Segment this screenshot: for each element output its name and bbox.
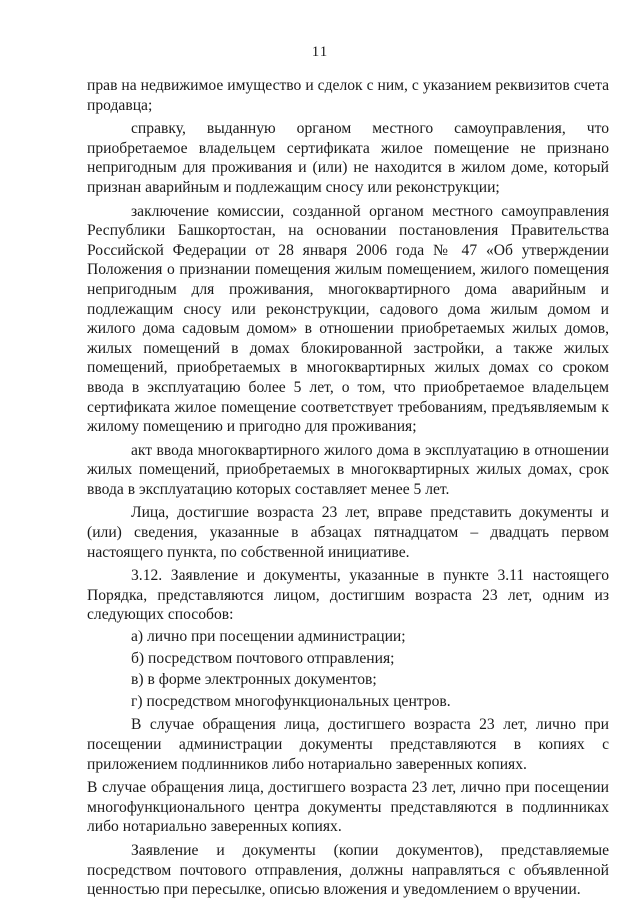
paragraph-4: акт ввода многоквартирного жилого дома в эксплуатацию в отношении жилых помещений, приобретаемых в многоквартирных жилых домах, срок ввода в эксплуатацию которых составляет менее 5 лет.: [87, 441, 609, 498]
page-number: 11: [311, 44, 329, 60]
paragraph-1: прав на недвижимое имущество и сделок с ним, с указанием реквизитов счета продавца;: [87, 77, 609, 114]
paragraph-2: справку, выданную органом местного самоуправления, что приобретаемое владельцем сертификата жилое помещение не признано непригодным для проживания и (или) не находится в жилом доме, который признан аварийным и подлежащим сносу или реконструкции;: [87, 120, 609, 196]
paragraph-6: 3.12. Заявление и документы, указанные в пункте 3.11 настоящего Порядка, представляются лицом, достигшим возраста 23 лет, одним из следующих способов:: [87, 567, 609, 624]
list-item-c: в) в форме электронных документов;: [131, 671, 377, 689]
paragraph-3: заключение комиссии, созданной органом местного самоуправления Республики Башкортостан, на основании постановления Правительства Российской Федерации от 28 января 2006 года № 47 «Об утверждении Положения о признании помещения жилым помещением, жилого помещения непригодным для проживания, многоквартирного дома аварийным и подлежащим сносу или реконструкции, садового дома жилым домом и жилого дома садовым домом» в отношении приобретаемых жилых домов, жилых помещений в домах блокированной застройки, а также жилых помещений, приобретаемых в многоквартирных жилых домах со сроком ввода в эксплуатацию более 5 лет, о том, что приобретаемое владельцем сертификата жилое помещение соответствует требованиям, предъявляемым к жилому помещению и пригодно для проживания;: [87, 202, 609, 436]
paragraph-8: В случае обращения лица, достигшего возраста 23 лет, лично при посещении многофункционального центра документы представляются в подлинниках либо нотариально заверенных копиях.: [87, 779, 609, 836]
paragraph-9: Заявление и документы (копии документов), представляемые посредством почтового отправления, должны направляться с объявленной ценностью при пересылке, описью вложения и уведомлением о вручении.: [87, 841, 609, 899]
list-item-a: а) лично при посещении администрации;: [131, 628, 406, 646]
paragraph-7: В случае обращения лица, достигшего возраста 23 лет, лично при посещении администрации документы представляются в копиях с приложением подлинников либо нотариально заверенных копиях.: [87, 716, 609, 773]
list-item-d: г) посредством многофункциональных центров.: [131, 692, 451, 710]
list-item-b: б) посредством почтового отправления;: [131, 649, 395, 667]
paragraph-5: Лица, достигшие возраста 23 лет, вправе представить документы и (или) сведения, указанные в абзацах пятнадцатом – двадцать первом настоящего пункта, по собственной инициативе.: [87, 504, 609, 561]
document-body: [87, 76, 609, 900]
